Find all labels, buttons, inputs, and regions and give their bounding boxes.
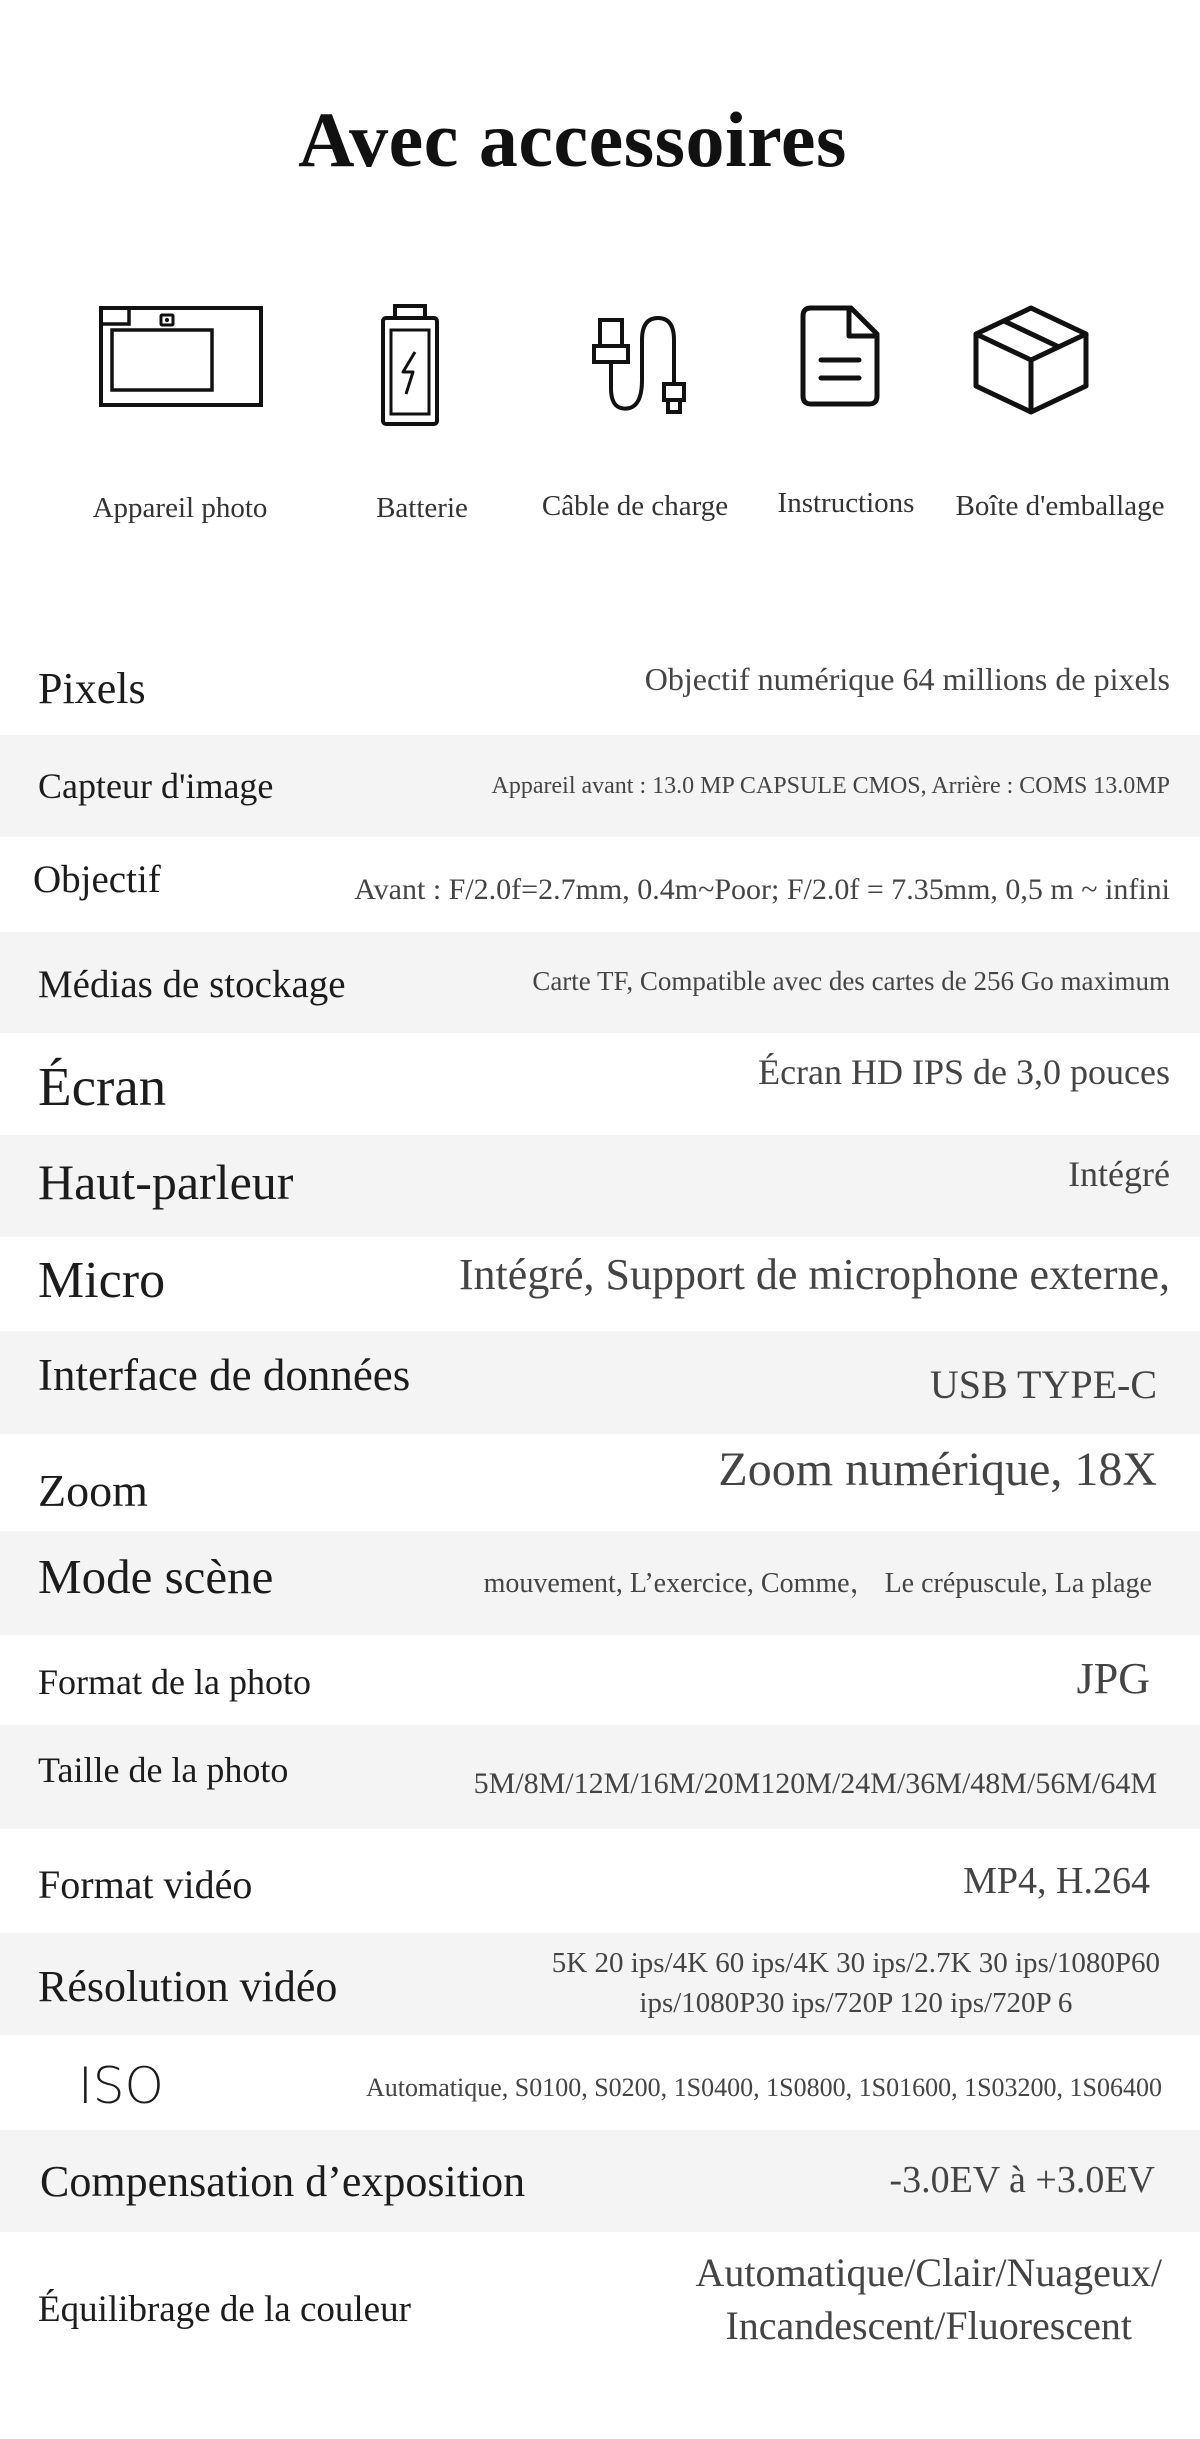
accessory-battery: [303, 300, 533, 430]
accessory-label-instructions: Instructions: [777, 487, 915, 519]
spec-label: Format vidéo: [38, 1862, 253, 1907]
box-icon: [966, 300, 1096, 420]
spec-value: 5M/8M/12M/16M/20M120M/24M/36M/48M/56M/64M: [473, 1767, 1157, 1800]
spec-value: [695, 2246, 1162, 2352]
accessory-label-cable: Câble de charge: [541, 490, 729, 522]
spec-row: [0, 2130, 1200, 2232]
spec-value-line: Incandescent/Fluorescent: [725, 2303, 1132, 2348]
charging-cable-icon: [570, 300, 690, 420]
accessory-box: [916, 300, 1146, 420]
spec-row: [0, 1033, 1200, 1135]
spec-row: [0, 1237, 1200, 1331]
spec-label: Format de la photo: [38, 1662, 311, 1702]
accessory-cable: [515, 300, 745, 420]
document-icon: [785, 300, 895, 410]
spec-row: [0, 633, 1200, 735]
spec-value-line: 5K 20 ips/4K 60 ips/4K 30 ips/2.7K 30 ips/1080P60: [551, 1947, 1160, 1979]
spec-value: Objectif numérique 64 millions de pixels: [644, 661, 1170, 697]
spec-label: Haut-parleur: [38, 1154, 294, 1210]
spec-row: [0, 735, 1200, 837]
spec-value: Carte TF, Compatible avec des cartes de 256 Go maximum: [532, 966, 1170, 996]
spec-value: -3.0EV à +3.0EV: [889, 2159, 1155, 2201]
camera-icon: [95, 300, 265, 410]
spec-label: Pixels: [38, 664, 146, 713]
spec-value-line: ips/1080P30 ips/720P 120 ips/720P 6: [639, 1987, 1073, 2019]
spec-label: Zoom: [38, 1465, 148, 1516]
accessory-label-battery: Batterie: [376, 492, 468, 524]
spec-value: Avant : F/2.0f=2.7mm, 0.4m~Poor; F/2.0f = 7.35mm, 0,5 m ~ infini: [354, 873, 1170, 906]
spec-value: USB TYPE-C: [929, 1362, 1157, 1407]
spec-value: Zoom numérique, 18X: [718, 1443, 1157, 1496]
spec-row: [0, 1434, 1200, 1531]
spec-row: [0, 1725, 1200, 1829]
spec-label: Interface de données: [38, 1350, 411, 1400]
accessory-label-box: Boîte d'emballage: [955, 490, 1165, 522]
spec-row: [0, 1635, 1200, 1725]
accessory-label-camera: Appareil photo: [92, 492, 268, 524]
spec-row: [0, 1829, 1200, 1933]
spec-row: [0, 837, 1200, 932]
spec-label: Micro: [38, 1252, 166, 1309]
accessory-camera: [65, 300, 295, 410]
spec-row: [0, 2232, 1200, 2372]
spec-row: [0, 1135, 1200, 1237]
spec-label: Objectif: [33, 858, 161, 901]
spec-label: Équilibrage de la couleur: [38, 2289, 411, 2330]
spec-label: Mode scène: [38, 1549, 274, 1604]
spec-label: Capteur d'image: [38, 766, 274, 806]
spec-row: [0, 1531, 1200, 1635]
spec-value: Intégré: [1068, 1154, 1170, 1194]
spec-value: Automatique, S0100, S0200, 1S0400, 1S0800, 1S01600, 1S03200, 1S06400: [366, 2073, 1162, 2102]
spec-row: [0, 1933, 1200, 2035]
spec-value: JPG: [1076, 1654, 1150, 1703]
spec-label: Compensation d’exposition: [40, 2157, 526, 2206]
spec-label: Taille de la photo: [38, 1750, 289, 1790]
spec-value: MP4, H.264: [963, 1860, 1150, 1902]
spec-row: [0, 932, 1200, 1033]
spec-label: Médias de stockage: [38, 963, 346, 1006]
battery-icon: [373, 300, 463, 430]
spec-value: [552, 1943, 1160, 2023]
page-title: Avec accessoires: [298, 96, 847, 183]
spec-row: [0, 2035, 1200, 2130]
spec-value: mouvement, L’exercice, Comme， Le crépuscule, La plage: [483, 1568, 1152, 1599]
spec-value: Écran HD IPS de 3,0 pouces: [758, 1052, 1170, 1092]
spec-label: ISO: [78, 2057, 164, 2115]
spec-value-line: Automatique/Clair/Nuageux/: [695, 2250, 1162, 2295]
spec-value: Appareil avant : 13.0 MP CAPSULE CMOS, Arrière : COMS 13.0MP: [491, 773, 1170, 799]
spec-value: Intégré, Support de microphone externe,: [458, 1250, 1170, 1299]
spec-row: [0, 1331, 1200, 1434]
spec-label: Résolution vidéo: [38, 1962, 338, 2011]
spec-label: Écran: [38, 1056, 167, 1117]
